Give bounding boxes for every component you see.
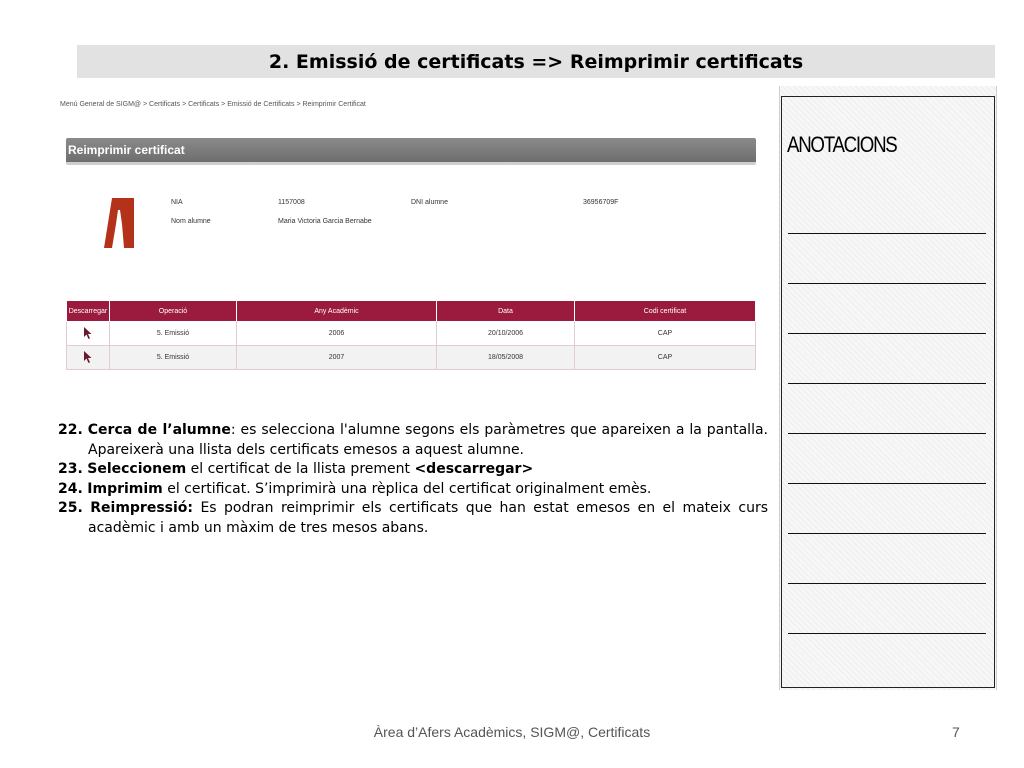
nia-value: 1157008 bbox=[278, 199, 305, 206]
step-number: 24. bbox=[58, 480, 83, 497]
step-keyword: Cerca de l’alumne bbox=[87, 422, 231, 438]
note-line bbox=[788, 533, 986, 534]
col-codi-certificat: Codi certificat bbox=[575, 301, 756, 322]
data-cell: 18/05/2008 bbox=[437, 346, 575, 370]
page-number: 7 bbox=[952, 724, 960, 740]
dni-value: 36956709F bbox=[583, 199, 619, 206]
step-number: 22. bbox=[58, 422, 83, 438]
note-line bbox=[788, 483, 986, 484]
table-row bbox=[67, 322, 756, 346]
note-line bbox=[788, 383, 986, 384]
breadcrumb: Menú General de SIGM@ > Certificats > Certificats > Emissió de Certificats > Reimprimir Certificat bbox=[60, 101, 366, 108]
step-22 bbox=[58, 421, 768, 460]
note-line bbox=[788, 433, 986, 434]
note-line bbox=[788, 583, 986, 584]
form-header bbox=[66, 138, 756, 165]
any-cell: 2007 bbox=[237, 346, 437, 370]
note-line bbox=[788, 333, 986, 334]
col-data: Data bbox=[437, 301, 575, 322]
university-logo-icon bbox=[102, 196, 136, 250]
step-text: Es podran reimprimir els certificats que han estat emesos en el mateix curs acadèmic i amb un màxim de tres mesos abans. bbox=[88, 500, 769, 536]
cursor-arrow-icon[interactable] bbox=[84, 351, 92, 363]
step-keyword: <descarregar> bbox=[414, 461, 534, 477]
table-header-row bbox=[67, 301, 756, 322]
note-line bbox=[788, 633, 986, 634]
certificates-table bbox=[66, 300, 756, 370]
operacio-cell: 5. Emissió bbox=[110, 322, 237, 346]
step-24 bbox=[58, 480, 768, 500]
step-number: 23. bbox=[58, 461, 83, 477]
table-row bbox=[67, 346, 756, 370]
step-keyword: Reimpressió: bbox=[90, 500, 194, 516]
col-any-academic: Any Acadèmic bbox=[237, 301, 437, 322]
step-keyword: Seleccionem bbox=[87, 461, 187, 477]
name-label: Nom alumne bbox=[171, 218, 211, 225]
form-title: Reimprimir certificat bbox=[68, 143, 185, 157]
operacio-cell: 5. Emissió bbox=[110, 346, 237, 370]
col-operacio: Operació bbox=[110, 301, 237, 322]
name-value: Maria Victoria Garcia Bernabe bbox=[278, 218, 372, 225]
step-text: el certificat. S’imprimirà una rèplica del certificat originalment emès. bbox=[162, 480, 652, 497]
note-line bbox=[788, 283, 986, 284]
step-text: : es selecciona l'alumne segons els paràmetres que apareixen a la pantalla. Apareixerà una llista dels certificats emesos a aquest alumne. bbox=[88, 422, 768, 458]
note-line bbox=[788, 233, 986, 234]
step-keyword: Imprimim bbox=[87, 480, 163, 497]
nia-label: NIA bbox=[171, 199, 183, 206]
codi-cell: CAP bbox=[575, 322, 756, 346]
dni-label: DNI alumne bbox=[411, 199, 448, 206]
download-cell[interactable] bbox=[67, 346, 110, 370]
data-cell: 20/10/2006 bbox=[437, 322, 575, 346]
notes-frame bbox=[781, 96, 995, 688]
notes-title: ANOTACIONS bbox=[787, 132, 897, 157]
step-25 bbox=[58, 499, 768, 538]
step-number: 25. bbox=[58, 500, 83, 516]
footer-text: Àrea d’Afers Acadèmics, SIGM@, Certificats bbox=[373, 724, 651, 740]
download-cell[interactable] bbox=[67, 322, 110, 346]
codi-cell: CAP bbox=[575, 346, 756, 370]
steps-list bbox=[58, 421, 768, 538]
step-text: el certificat de la llista prement bbox=[186, 461, 415, 477]
cursor-arrow-icon[interactable] bbox=[84, 327, 92, 339]
step-23 bbox=[58, 460, 768, 480]
any-cell: 2006 bbox=[237, 322, 437, 346]
slide-title-bar bbox=[77, 45, 995, 78]
slide-title: 2. Emissió de certificats => Reimprimir certificats bbox=[268, 50, 804, 73]
col-descarregar: Descarregar bbox=[67, 301, 110, 322]
